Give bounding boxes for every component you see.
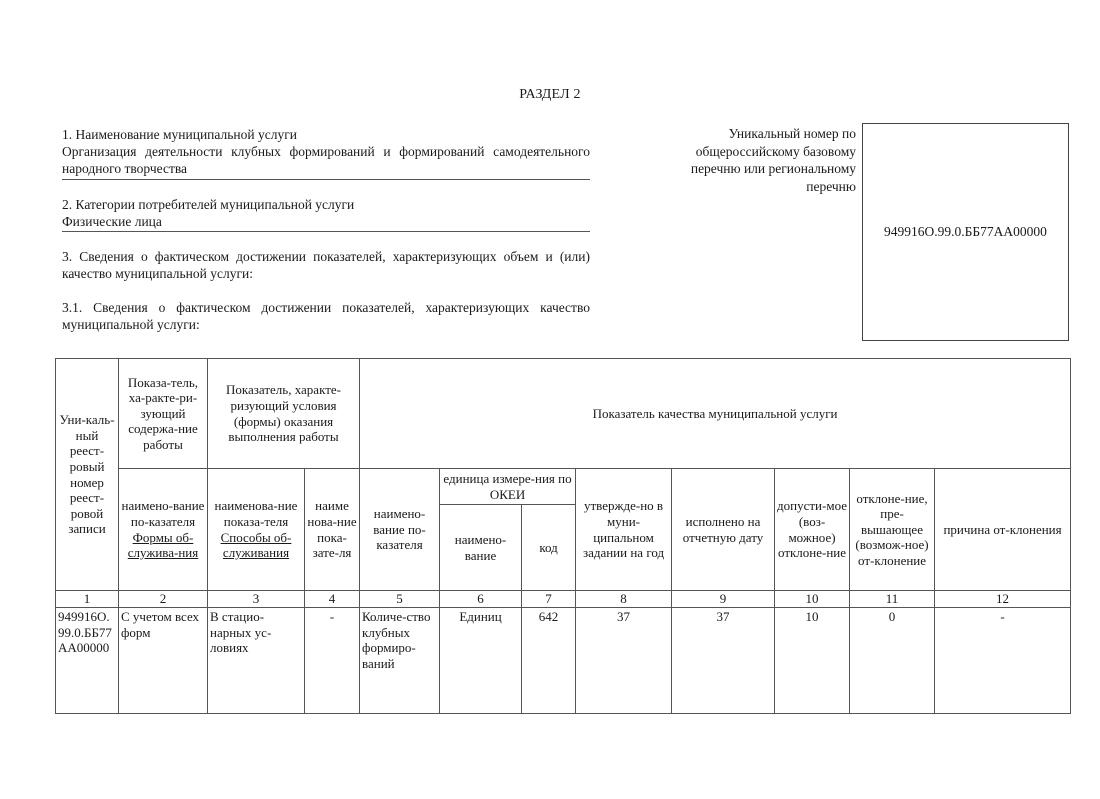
header-content-name-sub: Формы об-служива-ния xyxy=(127,529,199,561)
header-content-name-text: наимено-вание по-казателя xyxy=(121,498,205,529)
column-number: 11 xyxy=(850,591,935,608)
cell-conditions: В стацио-нарных ус-ловиях xyxy=(208,608,305,714)
indicators-intro: 3. Сведения о фактическом достижении показателей, характеризующих объем и (или) качество муниципальной услуги: xyxy=(62,249,590,282)
header-content-name xyxy=(119,469,208,591)
service-info xyxy=(62,127,590,334)
registry-code: 949916О.99.0.ББ77АА00000 xyxy=(884,223,1047,239)
cell-approved: 37 xyxy=(576,608,672,714)
header-executed: исполнено на отчетную дату xyxy=(672,469,775,591)
cell-excess-deviation: 0 xyxy=(850,608,935,714)
cell-executed: 37 xyxy=(672,608,775,714)
consumers-label: 2. Категории потребителей муниципальной услуги xyxy=(62,196,355,212)
header-approved: утвержде-но в муни-ципальном задании на год xyxy=(576,469,672,591)
consumers-value: Физические лица xyxy=(62,214,590,233)
header-indicator-name: наимено-вание по-казателя xyxy=(360,469,440,591)
header-deviation-reason: причина от-клонения xyxy=(935,469,1071,591)
quality-intro: 3.1. Сведения о фактическом достижении показателей, характеризующих качество муниципальной услуги: xyxy=(62,300,590,332)
cell-unique-number: 949916О.99.0.ББ77АА00000 xyxy=(56,608,119,714)
registry-code-box xyxy=(862,123,1069,341)
column-number: 6 xyxy=(440,591,522,608)
cell-indicator: Количе-ство клубных формиро-ваний xyxy=(360,608,440,714)
registry-label: Уникальный номер по общероссийскому базовому перечню или региональному перечню xyxy=(690,126,856,194)
column-number: 9 xyxy=(672,591,775,608)
column-number: 2 xyxy=(119,591,208,608)
cell-conditions2: - xyxy=(305,608,360,714)
header-excess-deviation: отклоне-ние, пре-вышающее (возмож-ное) от-клонение xyxy=(850,469,935,591)
service-name-value: Организация деятельности клубных формирований и формирований самодеятельного народного творчества xyxy=(62,144,590,180)
header-conditions-name xyxy=(208,469,305,591)
cell-unit-name: Единиц xyxy=(440,608,522,714)
cell-allowed-deviation: 10 xyxy=(775,608,850,714)
column-number: 5 xyxy=(360,591,440,608)
cell-content: С учетом всех форм xyxy=(119,608,208,714)
column-number: 3 xyxy=(208,591,305,608)
header-okei-name: наимено-вание xyxy=(440,505,522,591)
column-number: 8 xyxy=(576,591,672,608)
header-unique-number: Уни-каль-ный реест-ровый номер реест-ровой записи xyxy=(56,359,119,591)
cell-unit-code: 642 xyxy=(522,608,576,714)
column-number: 4 xyxy=(305,591,360,608)
header-quality-indicator: Показатель качества муниципальной услуги xyxy=(360,359,1071,469)
header-allowed-deviation: допусти-мое (воз-можное) отклоне-ние xyxy=(775,469,850,591)
header-okei-unit: единица измере-ния по ОКЕИ xyxy=(440,469,576,505)
service-name-label: 1. Наименование муниципальной услуги xyxy=(62,127,297,142)
header-okei-code: код xyxy=(522,505,576,591)
header-conditions-indicator: Показатель, характе-ризующий условия (формы) оказания выполнения работы xyxy=(208,359,360,469)
header-conditions-name-text: наименова-ние показа-теля xyxy=(214,498,298,529)
section-title: РАЗДЕЛ 2 xyxy=(519,87,581,102)
header-conditions-name-sub: Способы об-служивания xyxy=(220,529,292,561)
column-number: 1 xyxy=(56,591,119,608)
column-number: 7 xyxy=(522,591,576,608)
cell-reason: - xyxy=(935,608,1071,714)
column-number: 12 xyxy=(935,591,1071,608)
column-number: 10 xyxy=(775,591,850,608)
quality-table xyxy=(55,358,1071,714)
header-content-indicator: Показа-тель, ха-ракте-ри-зующий содержа-ние работы xyxy=(119,359,208,469)
header-conditions-name2: наиме нова-ние пока-зате-ля xyxy=(305,469,360,591)
table-row xyxy=(56,608,1071,714)
